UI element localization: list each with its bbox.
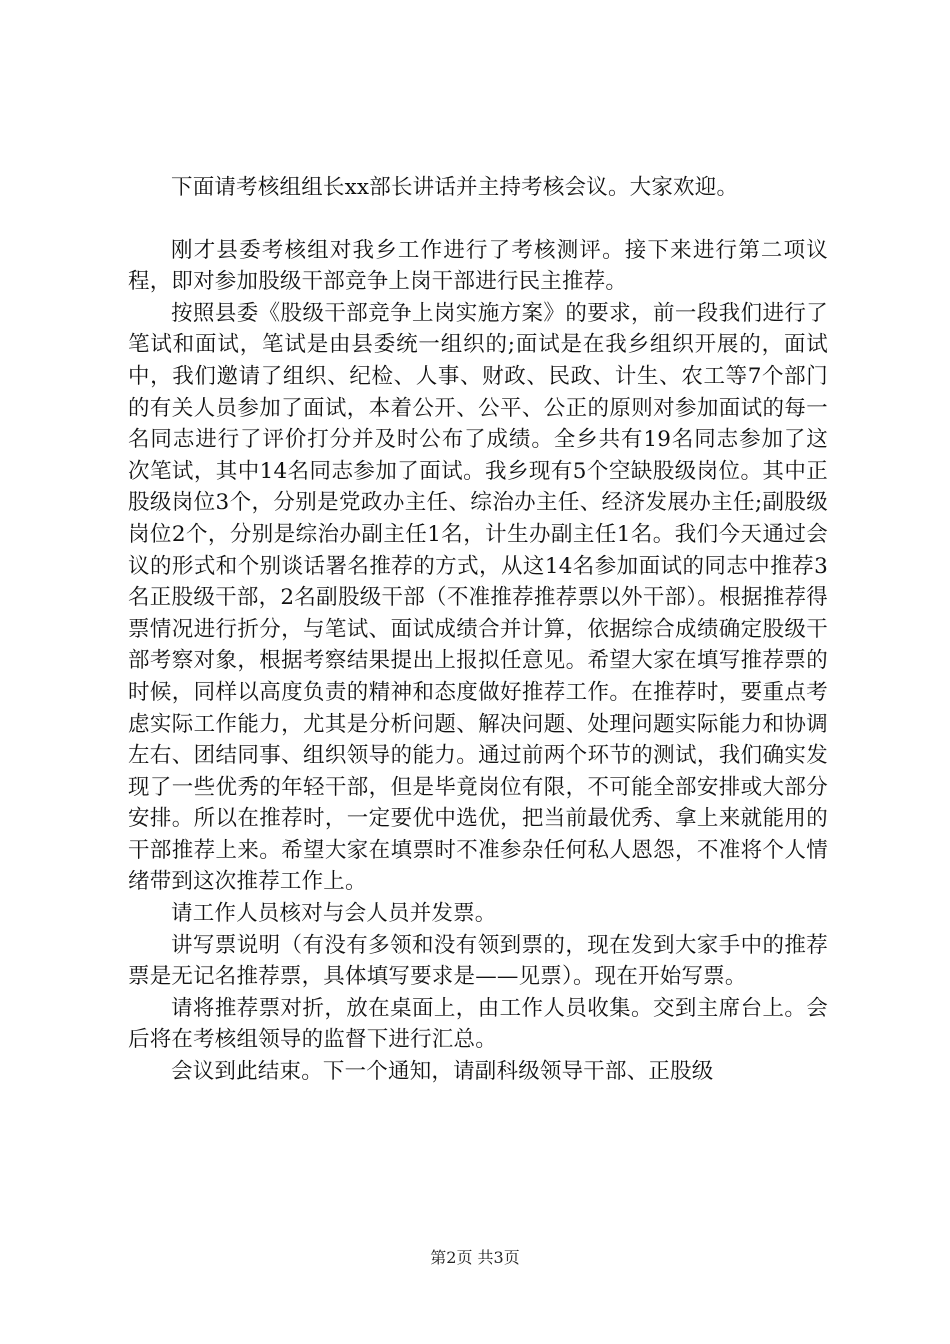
paragraph-collect-ballots: 请将推荐票对折，放在桌面上，由工作人员收集。交到主席台上。会后将在考核组领导的监督下进行汇总。 xyxy=(128,995,828,1053)
paragraph-agenda: 刚才县委考核组对我乡工作进行了考核测评。接下来进行第二项议程，即对参加股级干部竞争上岗干部进行民主推荐。 xyxy=(128,237,828,295)
paragraph-closing: 会议到此结束。下一个通知，请副科级领导干部、正股级 xyxy=(171,1059,714,1085)
paragraph-intro: 下面请考核组组长xx部长讲话并主持考核会议。大家欢迎。 xyxy=(171,175,739,200)
paragraph-check-attendees: 请工作人员核对与会人员并发票。 xyxy=(171,901,497,927)
document-body xyxy=(128,172,828,1088)
page-number-footer: 第2页 共3页 xyxy=(430,1248,520,1267)
paragraph-ballot-instructions: 讲写票说明（有没有多领和没有领到票的，现在发到大家手中的推荐票是无记名推荐票，具体填写要求是——见票）。现在开始写票。 xyxy=(128,932,828,990)
paragraph-recommendation-details: 按照县委《股级干部竞争上岗实施方案》的要求，前一段我们进行了笔试和面试，笔试是由县委统一组织的;面试是在我乡组织开展的，面试中，我们邀请了组织、纪检、人事、财政、民政、计生、农工等7个部门的有关人员参加了面试，本着公开、公平、公正的原则对参加面试的每一名同志进行了评价打分并及时公布了成绩。全乡共有19名同志参加了这次笔试，其中14名同志参加了面试。我乡现有5个空缺股级岗位。其中正股级岗位3个，分别是党政办主任、综治办主任、经济发展办主任;副股级岗位2个，分别是综治办副主任1名，计生办副主任1名。我们今天通过会议的形式和个别谈话署名推荐的方式，从这14名参加面试的同志中推荐3名正股级干部，2名副股级干部（不准推荐推荐票以外干部）。根据推荐得票情况进行折分，与笔试、面试成绩合并计算，依据综合成绩确定股级干部考察对象，根据考察结果提出上报拟任意见。希望大家在填写推荐票的时候，同样以高度负责的精神和态度做好推荐工作。在推荐时，要重点考虑实际工作能力，尤其是分析问题、解决问题、处理问题实际能力和协调左右、团结同事、组织领导的能力。通过前两个环节的测试，我们确实发现了一些优秀的年轻干部，但是毕竟岗位有限，不可能全部安排或大部分安排。所以在推荐时，一定要优中选优，把当前最优秀、拿上来就能用的干部推荐上来。希望大家在填票时不准参杂任何私人恩怨，不准将个人情绪带到这次推荐工作上。 xyxy=(128,300,828,895)
